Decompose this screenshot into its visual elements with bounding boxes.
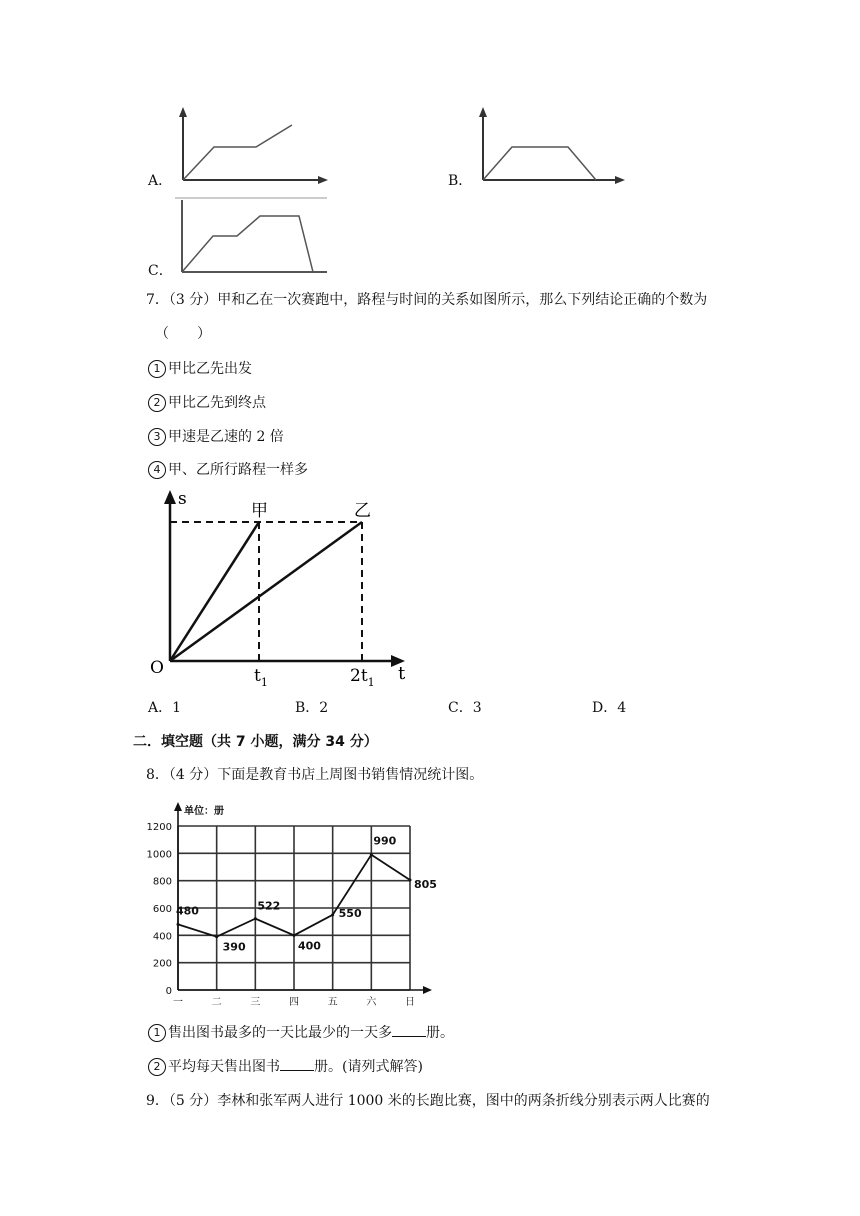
option-b-graph [470,105,640,190]
y-axis-arrow [174,802,182,811]
data-point [331,913,334,916]
data-label: 480 [176,904,199,918]
x-tick-label: 四 [289,997,299,1008]
2t1-label: $2t_1$ [350,666,375,689]
circled-number: 2 [148,1058,166,1076]
data-label: 522 [257,899,281,913]
option-a-label: A． [148,173,173,189]
data-label: 550 [338,906,362,920]
y-tick-label: 0 [165,986,172,997]
q8-sub2 [148,1056,423,1077]
data-point [254,917,257,920]
q7-statement-1 [148,359,252,379]
sub1-text: 售出图书最多的一天比最少的一天多 [168,1025,392,1041]
origin-label: O [150,658,164,678]
circled-number: 4 [148,461,166,479]
data-point [177,923,180,926]
statement-text: 甲比乙先到终点 [168,395,266,411]
y-tick-label: 1000 [146,849,172,861]
x-tick-label: 三 [250,997,261,1008]
q9-stem: 9．（5 分）李林和张军两人进行 1000 米的长跑比赛，图中的两条折线分别表示两人比赛的 [146,1093,710,1109]
data-label: 805 [414,877,437,891]
q8-sales-line-chart [140,798,450,1010]
sub2-text: 平均每天售出图书 [168,1059,280,1075]
choice-a[interactable]: A．1 [148,700,182,716]
data-point [215,935,218,938]
y-tick-label: 200 [152,958,172,970]
y-unit-label: 单位：册 [184,806,224,817]
y-axis-arrow [164,490,176,504]
line-jia [170,522,259,661]
y-tick-label: 800 [152,876,172,888]
data-point [409,878,412,881]
sub1-unit: 册。 [426,1025,454,1041]
x-tick-label: 一 [173,997,183,1008]
statement-text: 甲速是乙速的 2 倍 [168,429,284,445]
statement-text: 甲比乙先出发 [168,361,252,377]
jia-label: 甲 [251,501,268,521]
q7-statement-4 [148,460,308,480]
circled-number: 2 [148,394,166,412]
data-label: 400 [298,939,321,953]
data-point [370,853,373,856]
option-a-graph [170,105,340,190]
line-yi [170,522,362,661]
choice-b[interactable]: B．2 [295,700,329,716]
q7-statement-3 [148,427,284,447]
q7-bracket: （ ） [155,326,211,342]
circled-number: 1 [148,360,166,378]
yi-label: 乙 [354,501,371,521]
q7-stem: 7．（3 分）甲和乙在一次赛跑中，路程与时间的关系如图所示，那么下列结论正确的个数为 [146,292,708,308]
q8-sub1 [148,1022,454,1043]
option-b-label: B． [448,173,473,189]
q8-stem: 8．（4 分）下面是教育书店上周图书销售情况统计图。 [146,767,484,783]
y-tick-label: 600 [152,904,172,915]
x-tick-label: 六 [366,997,377,1008]
x-tick-label: 日 [405,997,415,1008]
answer-blank[interactable] [280,1056,314,1071]
q7-distance-time-graph [150,488,420,693]
x-tick-label: 二 [211,997,222,1008]
option-c-graph [175,196,335,276]
choice-d[interactable]: D．4 [592,700,627,716]
statement-text: 甲、乙所行路程一样多 [168,462,308,478]
y-tick-label: 400 [152,931,172,943]
section-title: 二．填空题（共 7 小题，满分 34 分） [133,734,378,750]
answer-blank[interactable] [392,1022,426,1037]
q7-statement-2 [148,393,266,413]
y-tick-label: 1200 [146,822,172,833]
data-label: 390 [222,940,246,954]
s-label: s [178,489,187,509]
circled-number: 1 [148,1024,166,1042]
data-label: 990 [373,834,397,848]
t-label: t [398,663,406,684]
choice-c[interactable]: C．3 [448,700,482,716]
t1-label: $t_1$ [254,666,268,689]
circled-number: 3 [148,428,166,446]
x-axis-arrow [423,986,432,994]
data-point [293,934,296,937]
x-tick-label: 五 [327,997,338,1008]
option-c-label: C． [148,263,173,279]
sub2-unit: 册。(请列式解答) [314,1059,423,1075]
